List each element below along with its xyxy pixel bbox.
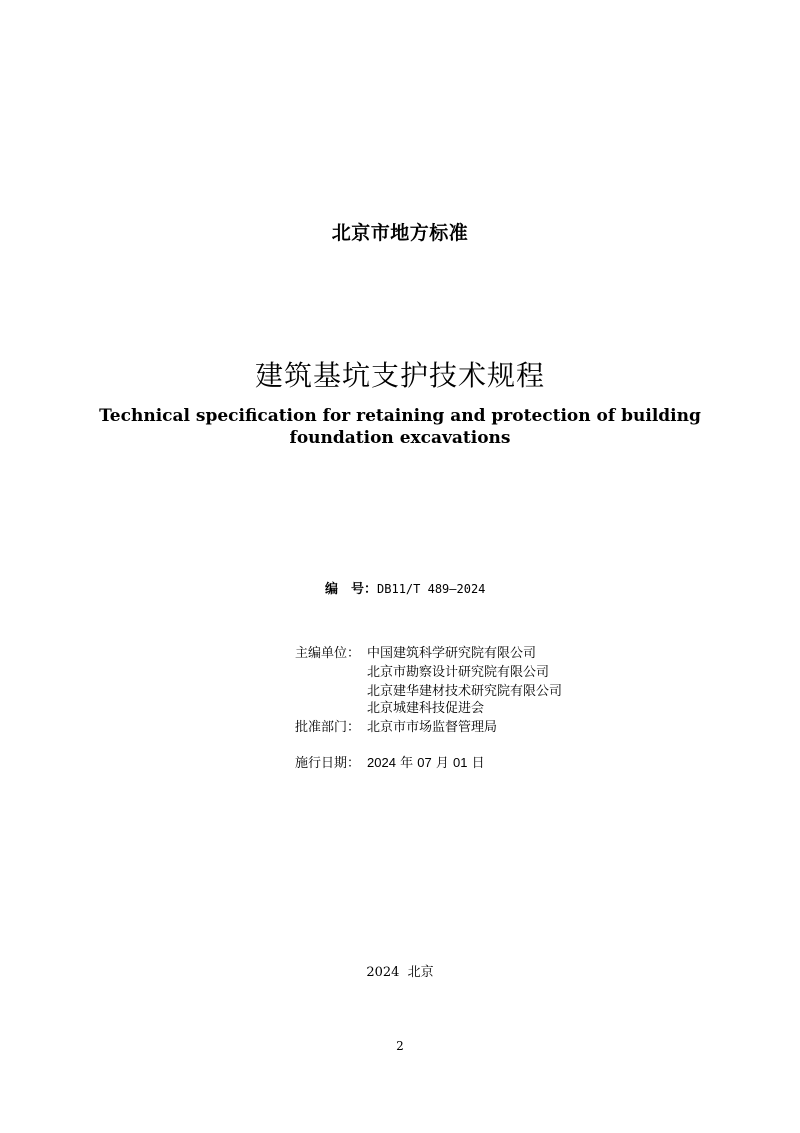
approval-department-row (295, 716, 497, 735)
publication-place: 北京 (407, 965, 434, 980)
approval-department-value: 北京市市场监督管理局 (367, 720, 498, 735)
effective-date-label: 施行日期： (295, 756, 361, 771)
standard-code-separator: ： (364, 582, 378, 597)
standard-type-heading: 北京市地方标准 (331, 222, 469, 244)
approval-department-label: 批准部门： (295, 720, 361, 735)
effective-month: 07 (417, 755, 432, 770)
chief-unit-item: 北京城建科技促进会 (367, 701, 485, 716)
chief-unit-item: 中国建筑科学研究院有限公司 (367, 646, 537, 661)
document-title-chinese: 建筑基坑支护技术规程 (254, 359, 545, 392)
chief-unit-item: 北京建华建材技术研究院有限公司 (367, 684, 563, 699)
document-title-english: Technical specification for retaining and protection of building foundation excavations (99, 406, 701, 448)
month-unit: 月 (435, 756, 449, 771)
chief-unit-item: 北京市勘察设计研究院有限公司 (367, 665, 550, 680)
chief-unit-row (295, 642, 536, 661)
effective-day: 01 (452, 755, 468, 770)
day-unit: 日 (471, 756, 485, 771)
effective-date-row (295, 752, 485, 771)
chief-units-label: 主编单位： (295, 646, 361, 661)
year-unit: 年 (400, 756, 414, 771)
publication-year: 2024 (366, 965, 400, 980)
publication-place-year (0, 961, 800, 980)
page-number: 2 (396, 1039, 404, 1053)
effective-year: 2024 (367, 755, 396, 770)
standard-code-value: DB11/T 489—2024 (377, 582, 486, 596)
standard-code-row (325, 578, 485, 597)
chief-unit-row (295, 697, 484, 716)
standard-code-label: 编 号 (325, 582, 365, 597)
chief-unit-row (295, 661, 549, 680)
